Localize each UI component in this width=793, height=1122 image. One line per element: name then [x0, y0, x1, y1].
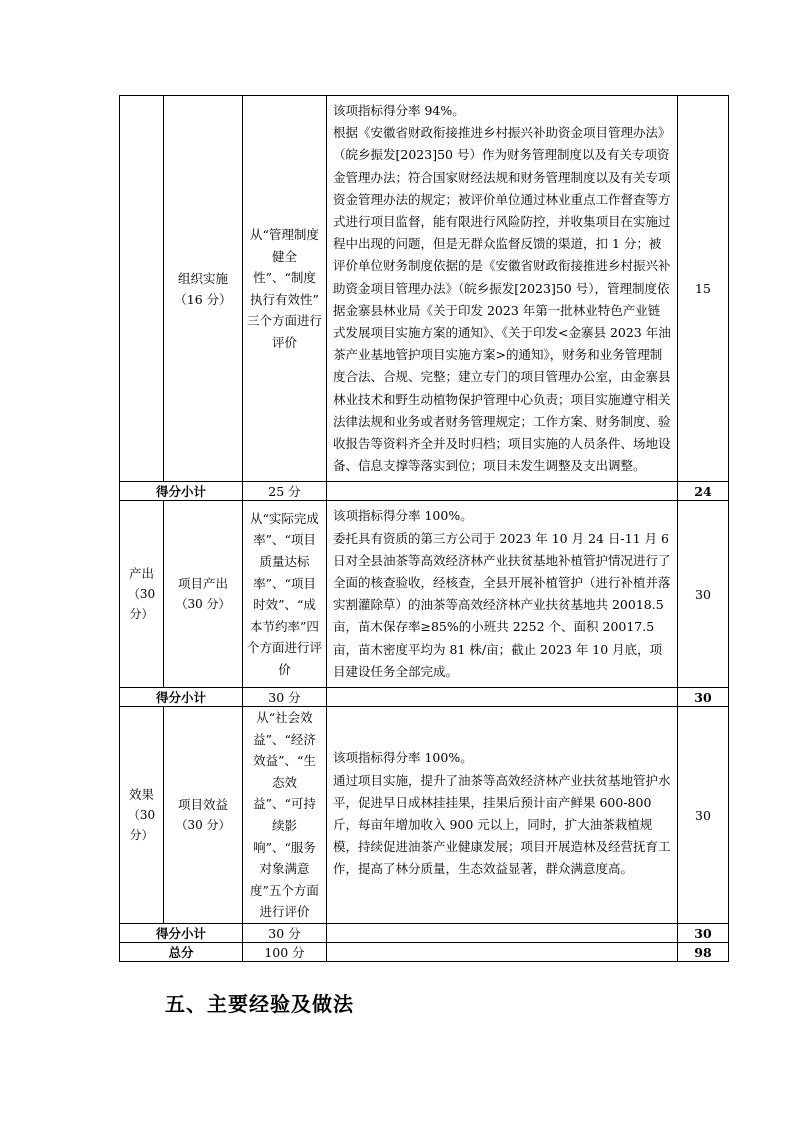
indicator-name: 项目产出: [177, 576, 228, 592]
indicator-cell: [164, 96, 243, 482]
subtotal-label: 得分小计: [120, 482, 243, 501]
description-cell: [327, 707, 678, 924]
table-row-effect: [120, 707, 729, 924]
subtotal-row: [120, 688, 729, 707]
criteria-cell: 从“管理制度健全性”、“制度执行有效性” 三个方面进行评价: [243, 96, 327, 482]
indicator-name: 项目效益: [177, 797, 228, 813]
subtotal-score: 30: [678, 688, 729, 707]
dimension-points: （30 分）: [127, 808, 156, 843]
score-cell: 15: [678, 96, 729, 482]
criteria-cell: 从“社会效益”、“经济效益”、“生态效益”、“可持续影响”、“服务对象满意度”五个方面进行评价: [243, 707, 327, 924]
section-heading: 五、主要经验及做法: [165, 992, 354, 1016]
subtotal-points: 30 分: [243, 924, 327, 943]
subtotal-empty: [327, 924, 678, 943]
dimension-points: （30 分）: [127, 587, 156, 622]
indicator-cell: [164, 707, 243, 924]
subtotal-label: 得分小计: [120, 688, 243, 707]
subtotal-row: [120, 482, 729, 501]
total-row: [120, 943, 729, 962]
performance-evaluation-table: [119, 95, 729, 962]
score-cell: 30: [678, 707, 729, 924]
score-cell: 30: [678, 501, 729, 688]
description-cell: [327, 501, 678, 688]
table-row-organization: [120, 96, 729, 482]
subtotal-empty: [327, 482, 678, 501]
indicator-points: （30 分）: [175, 818, 231, 833]
dimension-cell-empty: [120, 96, 164, 482]
indicator-name: 组织实施: [177, 270, 228, 286]
indicator-cell: [164, 501, 243, 688]
subtotal-points: 30 分: [243, 688, 327, 707]
indicator-points: （30 分）: [175, 597, 231, 612]
description-text: 该项指标得分率 94%。 根据《安徽省财政衔接推进乡村振兴补助资金项目管理办法》（皖乡振发[2023]50 号）作为财务管理制度以及有关专项资金管理办法；符合国家财经法规和财务管理制度以及有关专项资金管理办法的规定；被评价单位通过林业重点工作督查等方式进行项目监督，能有限进行风险防控，并收集项目在实施过程中出现的问题，但是无群众监督反馈的渠道，扣 1 分；被评价单位财务制度依据的是《安徽省财政衔接推进乡村振兴补助资金项目管理办法》（皖乡振发[2023]50 号），管理制度依据金寨县林业局《关于印发 2023 年第一批林业特色产业链式发展项目实施方案的通知》、《关于印发<金寨县 2023 年油茶产业基地管护项目实施方案>的通知》，财务和业务管理制度合法、合规、完整；建立专门的项目管理办公室，由金寨县林业技术和野生动植物保护管理中心负责；项目实施遵守相关法律法规和业务或者财务管理规定；工作方案、财务制度、验收报告等资料齐全并及时归档；项目实施的人员条件、场地设备、信息支撑等落实到位；项目未发生调整及支出调整。: [333, 103, 671, 474]
total-points: 100 分: [243, 943, 327, 962]
criteria-cell: 从“实际完成率”、“项目质量达标率”、“项目时效”、“成本节约率”四个方面进行评价: [243, 501, 327, 688]
total-empty: [327, 943, 678, 962]
description-text: 该项指标得分率 100%。 委托具有资质的第三方公司于 2023 年 10 月 24 日-11 月 6 日对全县油茶等高效经济林产业扶贫基地补植管护情况进行了全面的核查验收，经核查，全县开展补植管护（进行补植并落实割灌除草）的油茶等高效经济林产业扶贫基地共 20018.5 亩，苗木保存率≥85%的小班共 2252 个、面积 20017.5 亩，苗木密度平均为 81 株/亩；截止 2023 年 10 月底，项目建设任务全部完成。: [333, 508, 671, 679]
subtotal-score: 24: [678, 482, 729, 501]
subtotal-score: 30: [678, 924, 729, 943]
subtotal-empty: [327, 688, 678, 707]
dimension-cell: [120, 707, 164, 924]
table-row-output: [120, 501, 729, 688]
subtotal-label: 得分小计: [120, 924, 243, 943]
total-score: 98: [678, 943, 729, 962]
description-text: 该项指标得分率 100%。 通过项目实施，提升了油茶等高效经济林产业扶贫基地管护水平，促进早日成林挂挂果，挂果后预计亩产鲜果 600-800 斤，每亩年增加收入 900 元以上，同时，扩大油茶栽植规模，持续促进油茶产业健康发展；项目开展造林及经营抚育工作，提高了林分质量，生态效益显著，群众满意度高。: [333, 750, 671, 877]
total-label: 总分: [120, 943, 243, 962]
subtotal-row: [120, 924, 729, 943]
subtotal-points: 25 分: [243, 482, 327, 501]
description-cell: [327, 96, 678, 482]
indicator-points: （16 分）: [174, 291, 232, 307]
dimension-name: 效果: [128, 787, 154, 803]
dimension-cell: [120, 501, 164, 688]
dimension-name: 产出: [128, 566, 154, 582]
